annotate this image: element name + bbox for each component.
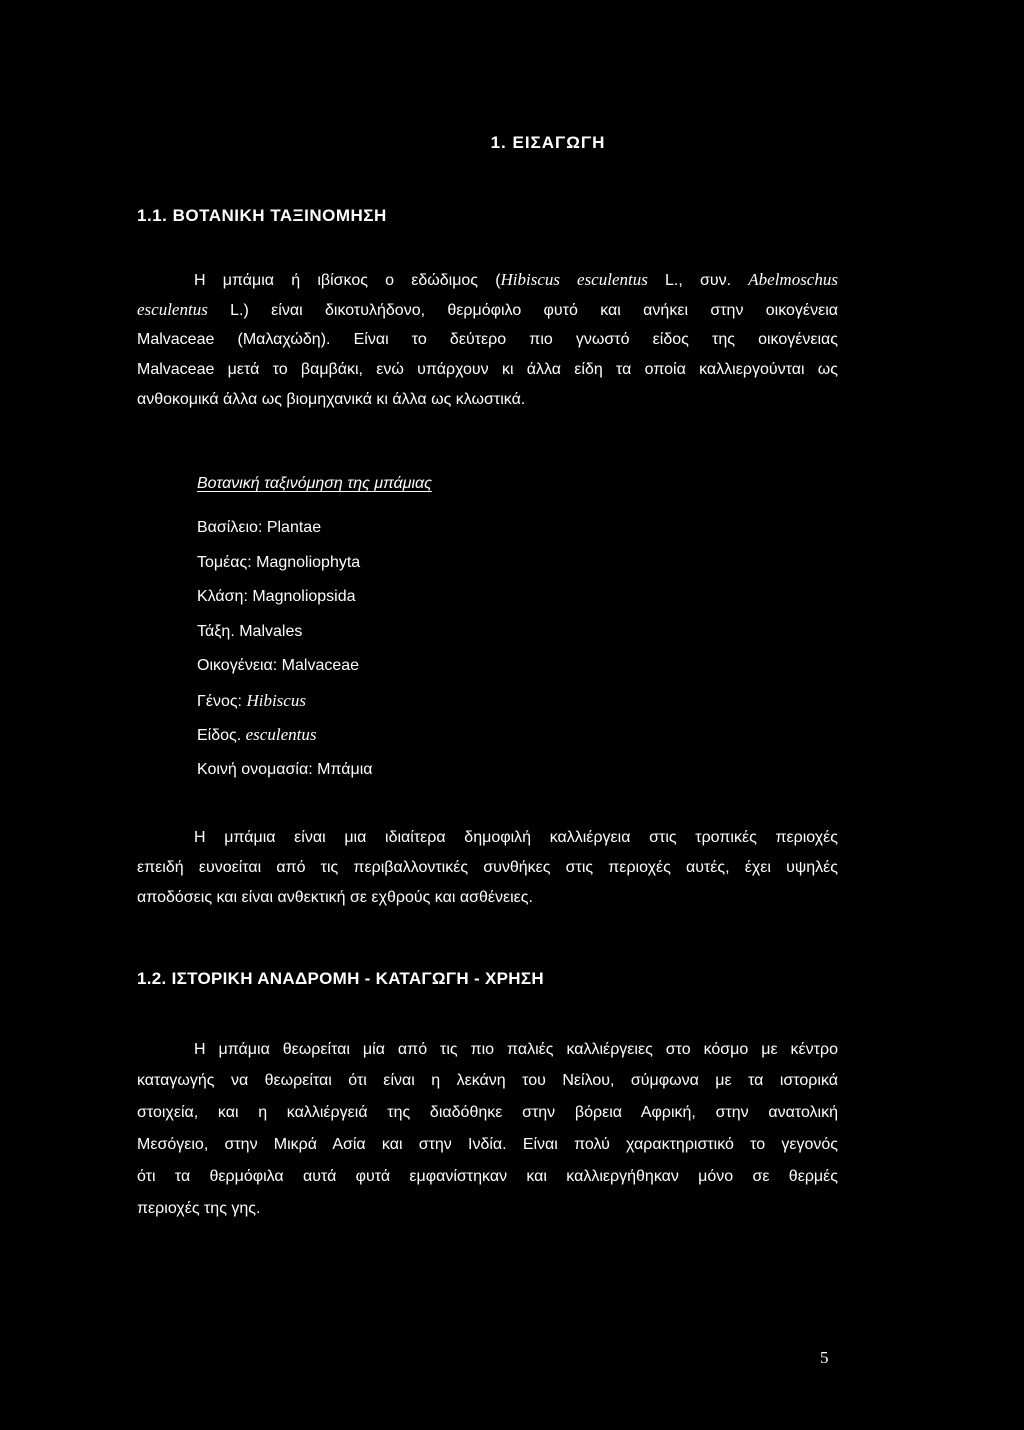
history-paragraph [137,1034,838,1225]
taxonomy-row-order [197,615,373,650]
paragraph-line: επειδή ευνοείται από τις περιβαλλοντικές συνθήκες στις περιοχές αυτές, έχει υψηλές [137,859,838,876]
section-heading-botanical-taxonomy: 1.1. ΒΟΤΑΝΙΚΗ ΤΑΞΙΝΟΜΗΣΗ [137,206,387,225]
taxonomy-row-family [197,649,373,684]
text-span: Η μπάμια ή ιβίσκος ο εδώδιμος ( [194,272,501,289]
paragraph-line: ανθοκομικά άλλα ως βιομηχανικά κι άλλα ως κλωστικά. [137,391,526,408]
taxonomy-label: Κοινή ονομασία: [197,760,318,778]
taxonomy-list [197,511,373,787]
scientific-name: Abelmoschus [748,270,838,289]
taxonomy-value: Magnoliophyta [256,553,361,571]
taxonomy-value: Magnoliopsida [252,588,356,605]
paragraph-line [137,295,838,325]
taxonomy-row-common-name [197,753,373,788]
taxonomy-value: Plantae [266,519,322,536]
text-span: L., συν. [647,272,749,289]
taxonomy-label: Γένος: [197,692,247,710]
paragraph-line: Η μπάμια είναι μια ιδιαίτερα δημοφιλή καλλιέργεια στις τροπικές περιοχές [194,829,838,846]
taxonomy-label: Βασίλειο: [197,519,267,536]
taxonomy-value: Malvaceae [281,657,360,674]
taxonomy-value: Hibiscus [246,690,306,710]
taxonomy-title: Βοτανική ταξινόμηση της μπάμιας [197,475,432,492]
paragraph-line: καταγωγής να θεωρείται ότι είναι η λεκάνη του Νείλου, σύμφωνα με τα ιστορικά [137,1072,838,1089]
paragraph-line [137,265,838,295]
paragraph-line: ότι τα θερμόφιλα αυτά φυτά εμφανίστηκαν και καλλιεργήθηκαν μόνο σε θερμές [137,1168,838,1185]
tropical-paragraph [137,823,838,913]
taxonomy-row-species [197,718,373,753]
taxonomy-value: esculentus [245,725,317,744]
paragraph-line: περιοχές της γης. [137,1200,261,1217]
text-span: L.) είναι δικοτυλήδονο, θερμόφιλο φυτό και ανήκει στην οικογένεια [207,302,838,319]
scientific-name: esculentus [137,300,208,319]
paragraph-line: αποδόσεις και είναι ανθεκτική σε εχθρούς και ασθένειες. [137,889,533,906]
taxonomy-label: Οικογένεια: [197,657,282,674]
paragraph-line: Malvaceae (Μαλαχώδη). Είναι το δεύτερο πιο γνωστό είδος της οικογένειας [137,331,838,348]
taxonomy-row-division [197,546,373,581]
taxonomy-row-genus [197,684,373,719]
taxonomy-value: Μπάμια [317,760,373,778]
paragraph-line: Malvaceae μετά το βαμβάκι, ενώ υπάρχουν κι άλλα είδη τα οποία καλλιεργούνται ως [137,361,838,378]
paragraph-line: στοιχεία, και η καλλιέργειά της διαδόθηκε στην βόρεια Αφρική, στην ανατολική [137,1104,838,1121]
scientific-name: Hibiscus esculentus [500,270,648,289]
taxonomy-label: Τάξη. [197,622,240,640]
paragraph-line: Μεσόγειο, στην Μικρά Ασία και στην Ινδία. Είναι πολύ χαρακτηριστικό το γεγονός [137,1136,838,1153]
taxonomy-label: Κλάση: [197,588,253,605]
taxonomy-label: Τομέας: [197,553,257,571]
section-heading-history: 1.2. ΙΣΤΟΡΙΚΗ ΑΝΑΔΡΟΜΗ - ΚΑΤΑΓΩΓΗ - ΧΡΗΣΗ [137,969,544,988]
taxonomy-label: Είδος. [197,727,246,744]
intro-paragraph [137,265,838,415]
taxonomy-row-class [197,580,373,615]
chapter-heading: 1. ΕΙΣΑΓΩΓΗ [490,133,606,152]
taxonomy-value: Malvales [239,622,303,640]
taxonomy-row-kingdom [197,511,373,546]
page-number: 5 [820,1348,829,1367]
paragraph-line: Η μπάμια θεωρείται μία από τις πιο παλιές καλλιέργειες στο κόσμο με κέντρο [194,1041,838,1058]
